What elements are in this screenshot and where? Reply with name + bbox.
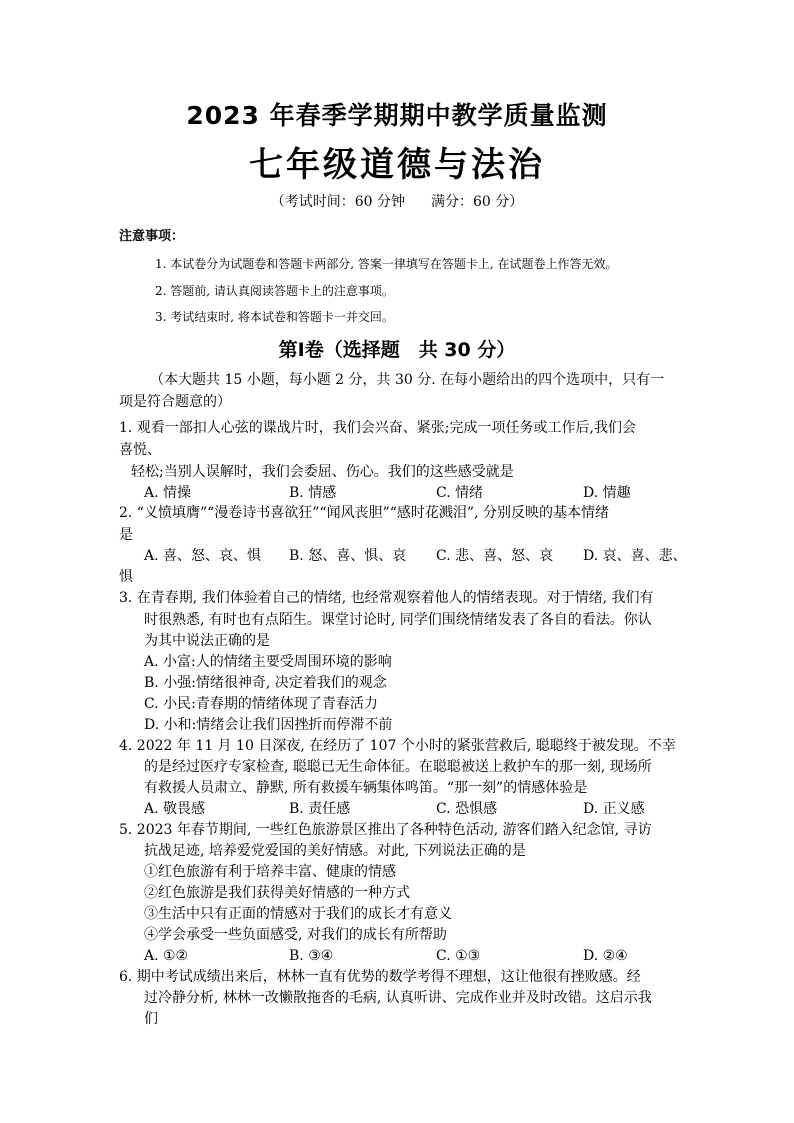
option-a[interactable]: A. 喜、怒、哀、惧 bbox=[144, 548, 262, 564]
option-a[interactable]: A. ①② bbox=[144, 948, 189, 964]
question-3-text: 3. 在青春期, 我们体验着自己的情绪, 也经常观察着他人的情绪表现。对于情绪, 我们有 bbox=[119, 590, 654, 606]
exam-score: 满分：60 分） bbox=[431, 194, 524, 210]
exam-meta bbox=[0, 192, 794, 212]
question-6-text: 6. 期中考试成绩出来后，林林一直有优势的数学考得不理想，这让他很有挫败感。经 bbox=[119, 969, 641, 985]
question-6-text: 们 bbox=[144, 1011, 158, 1027]
option-d[interactable]: D. 正义感 bbox=[583, 801, 645, 817]
option-c[interactable]: C. 悲、喜、怒、哀 bbox=[436, 548, 554, 564]
option-b[interactable]: B. 怒、喜、惧、哀 bbox=[289, 548, 407, 564]
option-b[interactable]: B. 小强:情绪很神奇, 决定着我们的观念 bbox=[144, 675, 387, 691]
option-d[interactable]: D. 小和:情绪会让我们因挫折而停滞不前 bbox=[144, 717, 393, 733]
question-2-text: 是 bbox=[119, 527, 133, 543]
option-a[interactable]: A. 情操 bbox=[144, 485, 192, 501]
note-item: 3. 考试结束时, 将本试卷和答题卡一并交回。 bbox=[155, 310, 394, 324]
question-2-text: 2. “义愤填膺”“漫卷诗书喜欲狂”“闻风丧胆”“感时花溅泪”, 分别反映的基本情绪 bbox=[119, 505, 609, 521]
statement-item: ④学会承受一些负面感受, 对我们的成长有所帮助 bbox=[144, 927, 447, 943]
question-6-text: 过冷静分析, 林林一改懒散拖沓的毛病, 认真听讲、完成作业并及时改错。这启示我 bbox=[144, 990, 652, 1006]
option-d[interactable]: D. ②④ bbox=[583, 948, 628, 964]
exam-time: （考试时间：60 分钟 bbox=[270, 194, 405, 210]
section-intro: （本大题共 15 小题，每小题 2 分，共 30 分. 在每小题给出的四个选项中，只有一 bbox=[150, 372, 665, 388]
option-c[interactable]: C. 恐惧感 bbox=[436, 801, 498, 817]
question-1-text: 1. 观看一部扣人心弦的谍战片时，我们会兴奋、紧张;完成一项任务或工作后,我们会 bbox=[119, 420, 636, 436]
option-c[interactable]: C. 小民:青春期的情绪体现了青春活力 bbox=[144, 696, 378, 712]
question-4-text: 有救援人员肃立、静默, 所有救援车辆集体鸣笛。“那一刻”的情感体验是 bbox=[144, 780, 588, 796]
statement-item: ②红色旅游是我们获得美好情感的一种方式 bbox=[144, 885, 410, 901]
option-b[interactable]: B. ③④ bbox=[289, 948, 334, 964]
exam-title: 2023 年春季学期期中教学质量监测 bbox=[186, 101, 608, 130]
option-b[interactable]: B. 情感 bbox=[289, 485, 337, 501]
exam-subject: 七年级道德与法治 bbox=[249, 145, 545, 185]
question-3-text: 时很熟悉, 有时也有点陌生。课堂讨论时, 同学们围绕情绪发表了各自的看法。你认 bbox=[144, 612, 652, 628]
question-2-text: 惧 bbox=[119, 569, 133, 585]
option-d[interactable]: D. 哀、喜、悲、 bbox=[583, 548, 687, 564]
option-a[interactable]: A. 小富:人的情绪主要受周围环境的影响 bbox=[144, 654, 392, 670]
question-1-text: 轻松;当别人误解时，我们会委屈、伤心。我们的这些感受就是 bbox=[131, 464, 514, 480]
note-item: 2. 答题前, 请认真阅读答题卡上的注意事项。 bbox=[155, 284, 394, 298]
question-5-text: 5. 2023 年春节期间, 一些红色旅游景区推出了各种特色活动, 游客们踏入纪念馆, 寻访 bbox=[119, 822, 652, 838]
section-title: 第Ⅰ卷（选择题 共 30 分） bbox=[278, 339, 516, 361]
statement-item: ③生活中只有正面的情感对于我们的成长才有意义 bbox=[144, 906, 452, 922]
section-intro: 项是符合题意的） bbox=[119, 394, 231, 410]
question-1-text: 喜悦、 bbox=[119, 442, 161, 458]
option-b[interactable]: B. 责任感 bbox=[289, 801, 351, 817]
note-item: 1. 本试卷分为试题卷和答题卡两部分, 答案一律填写在答题卡上, 在试题卷上作答无效。 bbox=[155, 257, 618, 271]
statement-item: ①红色旅游有利于培养丰富、健康的情感 bbox=[144, 864, 396, 880]
question-3-text: 为其中说法正确的是 bbox=[144, 633, 270, 649]
option-c[interactable]: C. ①③ bbox=[436, 948, 481, 964]
question-4-text: 的是经过医疗专家检查, 聪聪已无生命体征。在聪聪被送上救护车的那一刻, 现场所 bbox=[144, 759, 652, 775]
question-5-text: 抗战足迹, 培养爱党爱国的美好情感。对此, 下列说法正确的是 bbox=[144, 843, 526, 859]
question-4-text: 4. 2022 年 11 月 10 日深夜, 在经历了 107 个小时的紧张营救后, 聪聪终于被发现。不幸 bbox=[119, 738, 676, 754]
notes-heading: 注意事项： bbox=[119, 229, 185, 244]
option-c[interactable]: C. 情绪 bbox=[436, 485, 484, 501]
option-d[interactable]: D. 情趣 bbox=[583, 485, 631, 501]
option-a[interactable]: A. 敬畏感 bbox=[144, 801, 206, 817]
